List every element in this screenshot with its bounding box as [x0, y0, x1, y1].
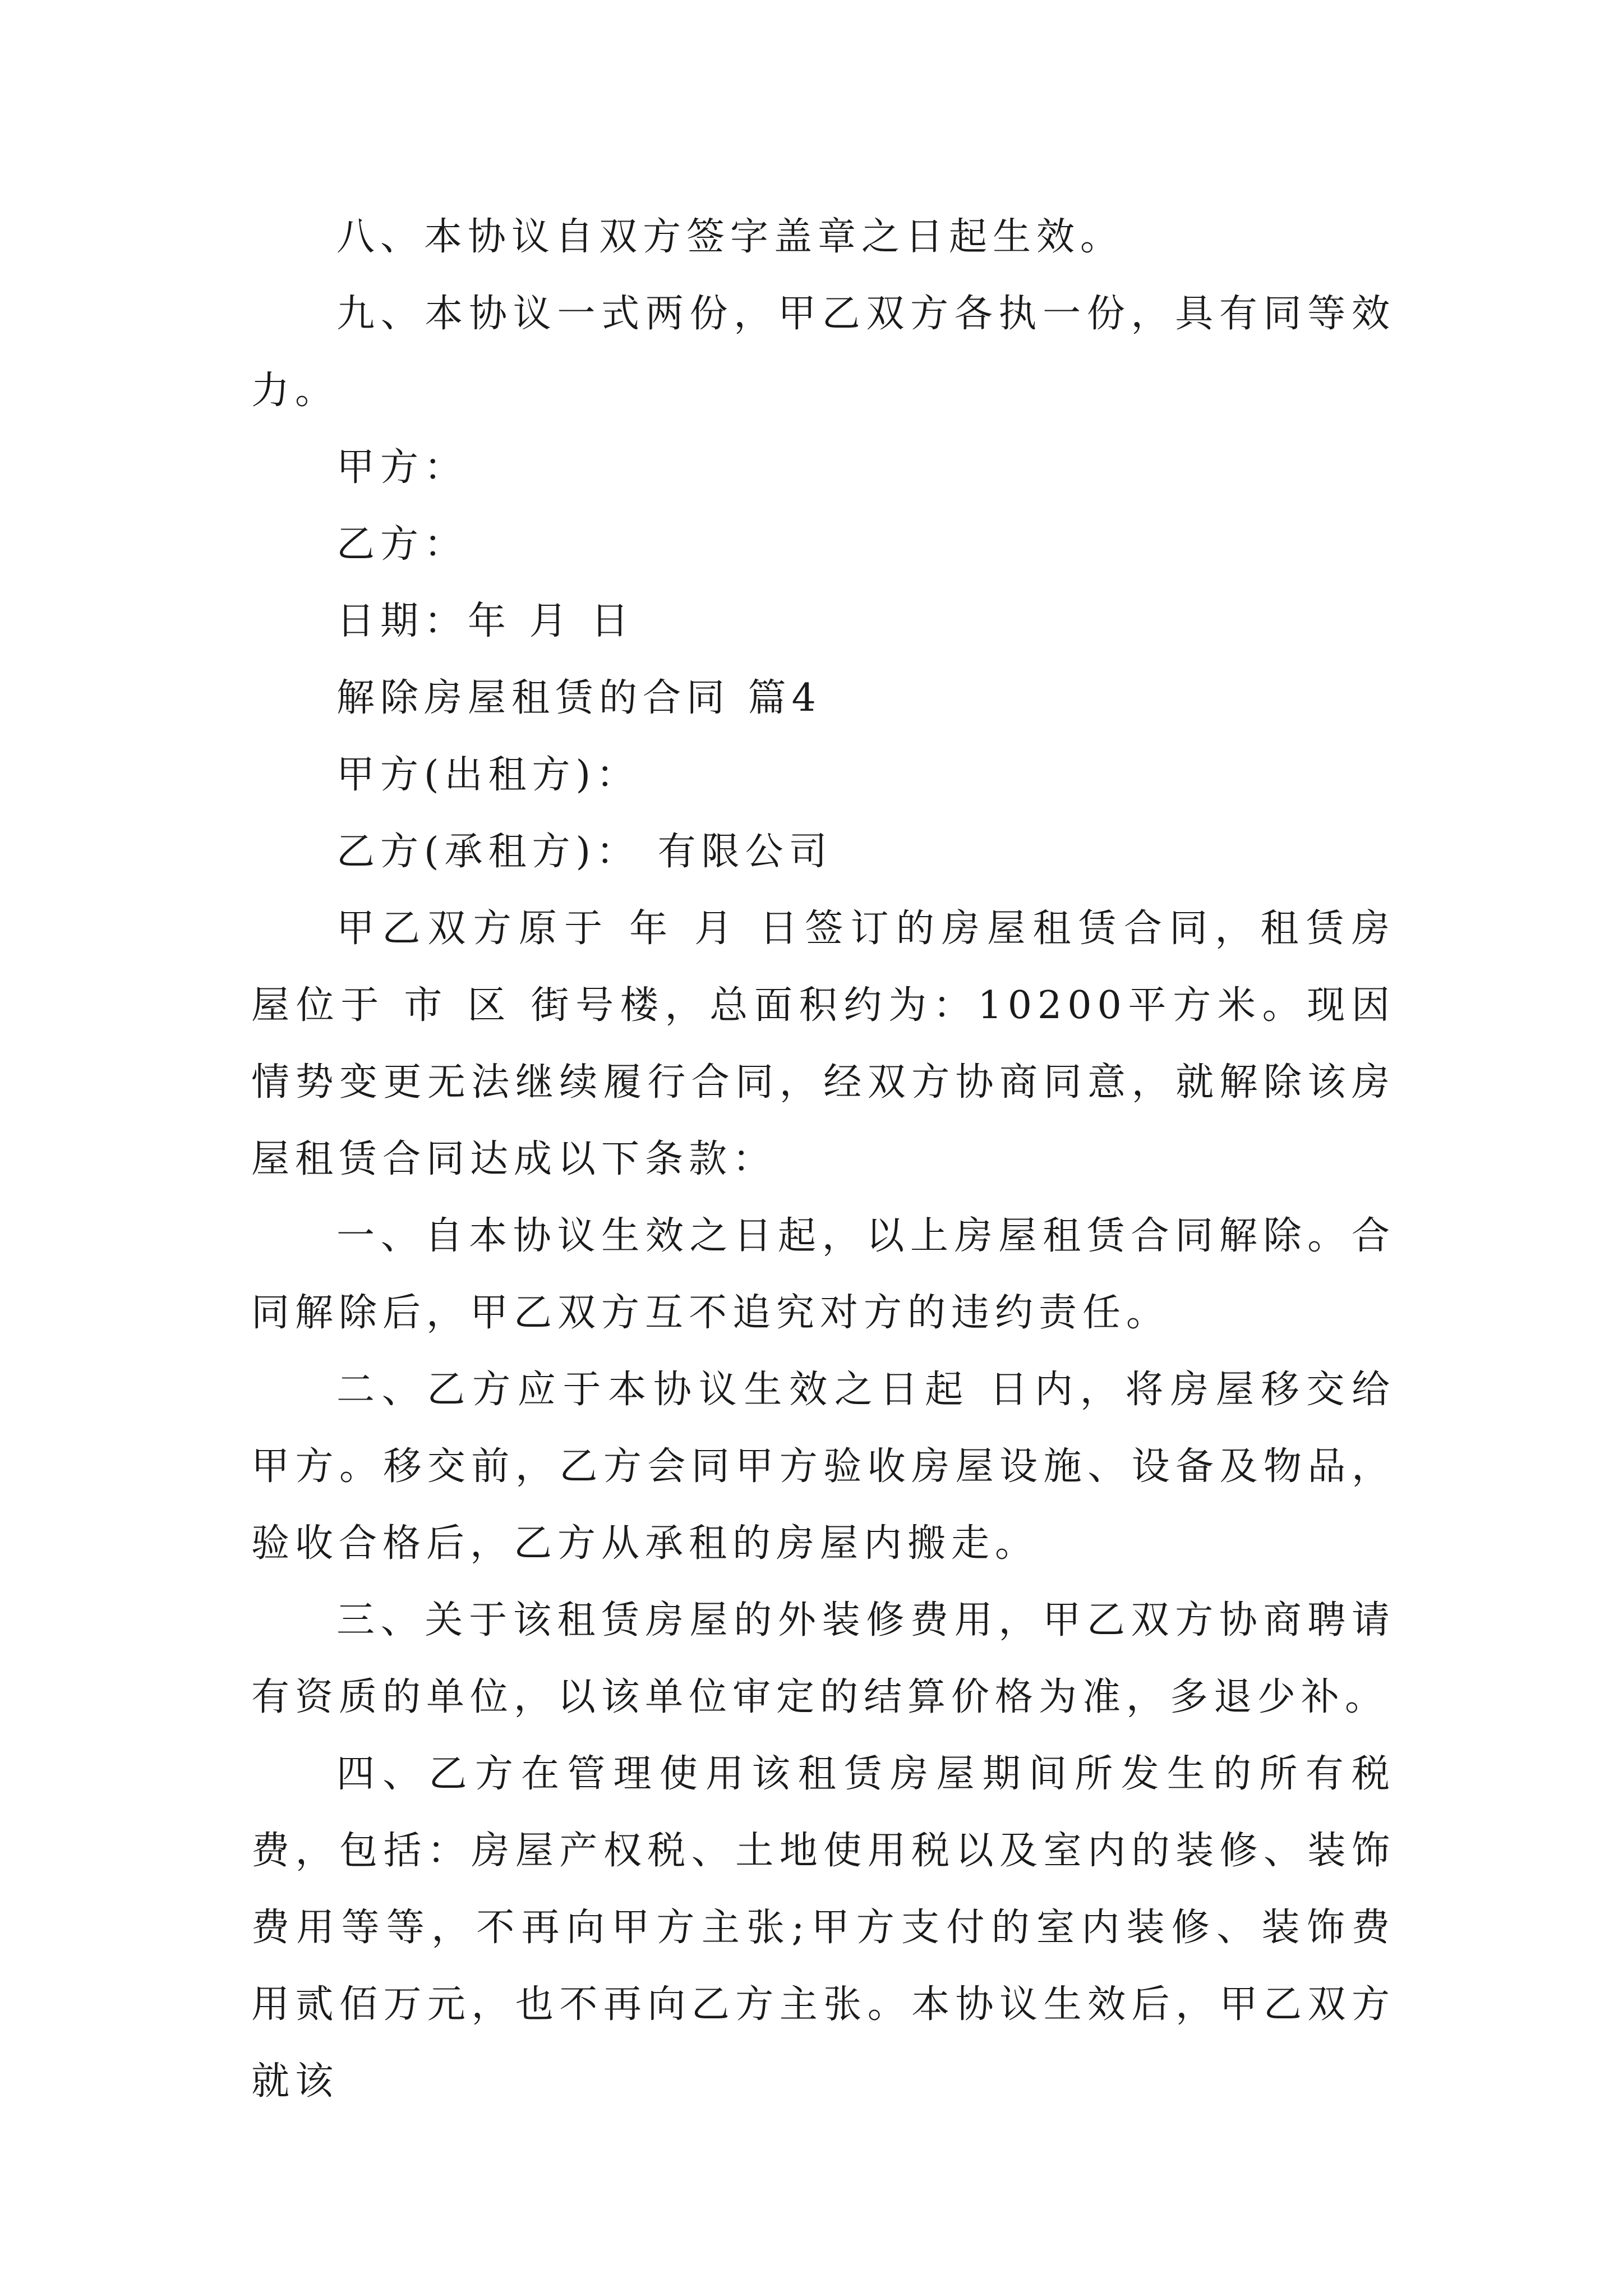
clause-9: 九、本协议一式两份，甲乙双方各执一份，具有同等效力。: [251, 292, 1395, 413]
party-a-signature-line: 甲方：: [336, 445, 468, 490]
lessee-line: 乙方(承租方)： 有限公司: [336, 830, 833, 874]
lessor-line: 甲方(出租方)：: [336, 753, 640, 797]
clause-2: 二、乙方应于本协议生效之日起 日内，将房屋移交给甲方。移交前，乙方会同甲方验收房屋设施、设备及物品，验收合格后，乙方从承租的房屋内搬走。: [251, 1368, 1395, 1566]
clause-1: 一、自本协议生效之日起，以上房屋租赁合同解除。合同解除后，甲乙双方互不追究对方的违约责任。: [251, 1214, 1395, 1335]
clause-3: 三、关于该租赁房屋的外装修费用，甲乙双方协商聘请有资质的单位，以该单位审定的结算价格为准，多退少补。: [251, 1598, 1395, 1719]
clause-8: 八、本协议自双方签字盖章之日起生效。: [336, 215, 1124, 259]
clause-4: 四、乙方在管理使用该租赁房屋期间所发生的所有税费，包括：房屋产权税、土地使用税以及室内的装修、装饰费用等等，不再向甲方主张;甲方支付的室内装修、装饰费用贰佰万元，也不再向乙方主张。本协议生效后，甲乙双方就该: [251, 1752, 1395, 2104]
section-title: 解除房屋租赁的合同 篇4: [336, 676, 822, 720]
preamble: 甲乙双方原于 年 月 日签订的房屋租赁合同，租赁房屋位于 市 区 街号楼，总面积约为：10200平方米。现因情势变更无法继续履行合同，经双方协商同意，就解除该房屋租赁合同达成以下条款：: [251, 907, 1395, 1181]
party-b-signature-line: 乙方：: [336, 522, 468, 567]
date-line: 日期：年 月 日: [336, 599, 635, 643]
document-body: [251, 199, 1395, 2120]
